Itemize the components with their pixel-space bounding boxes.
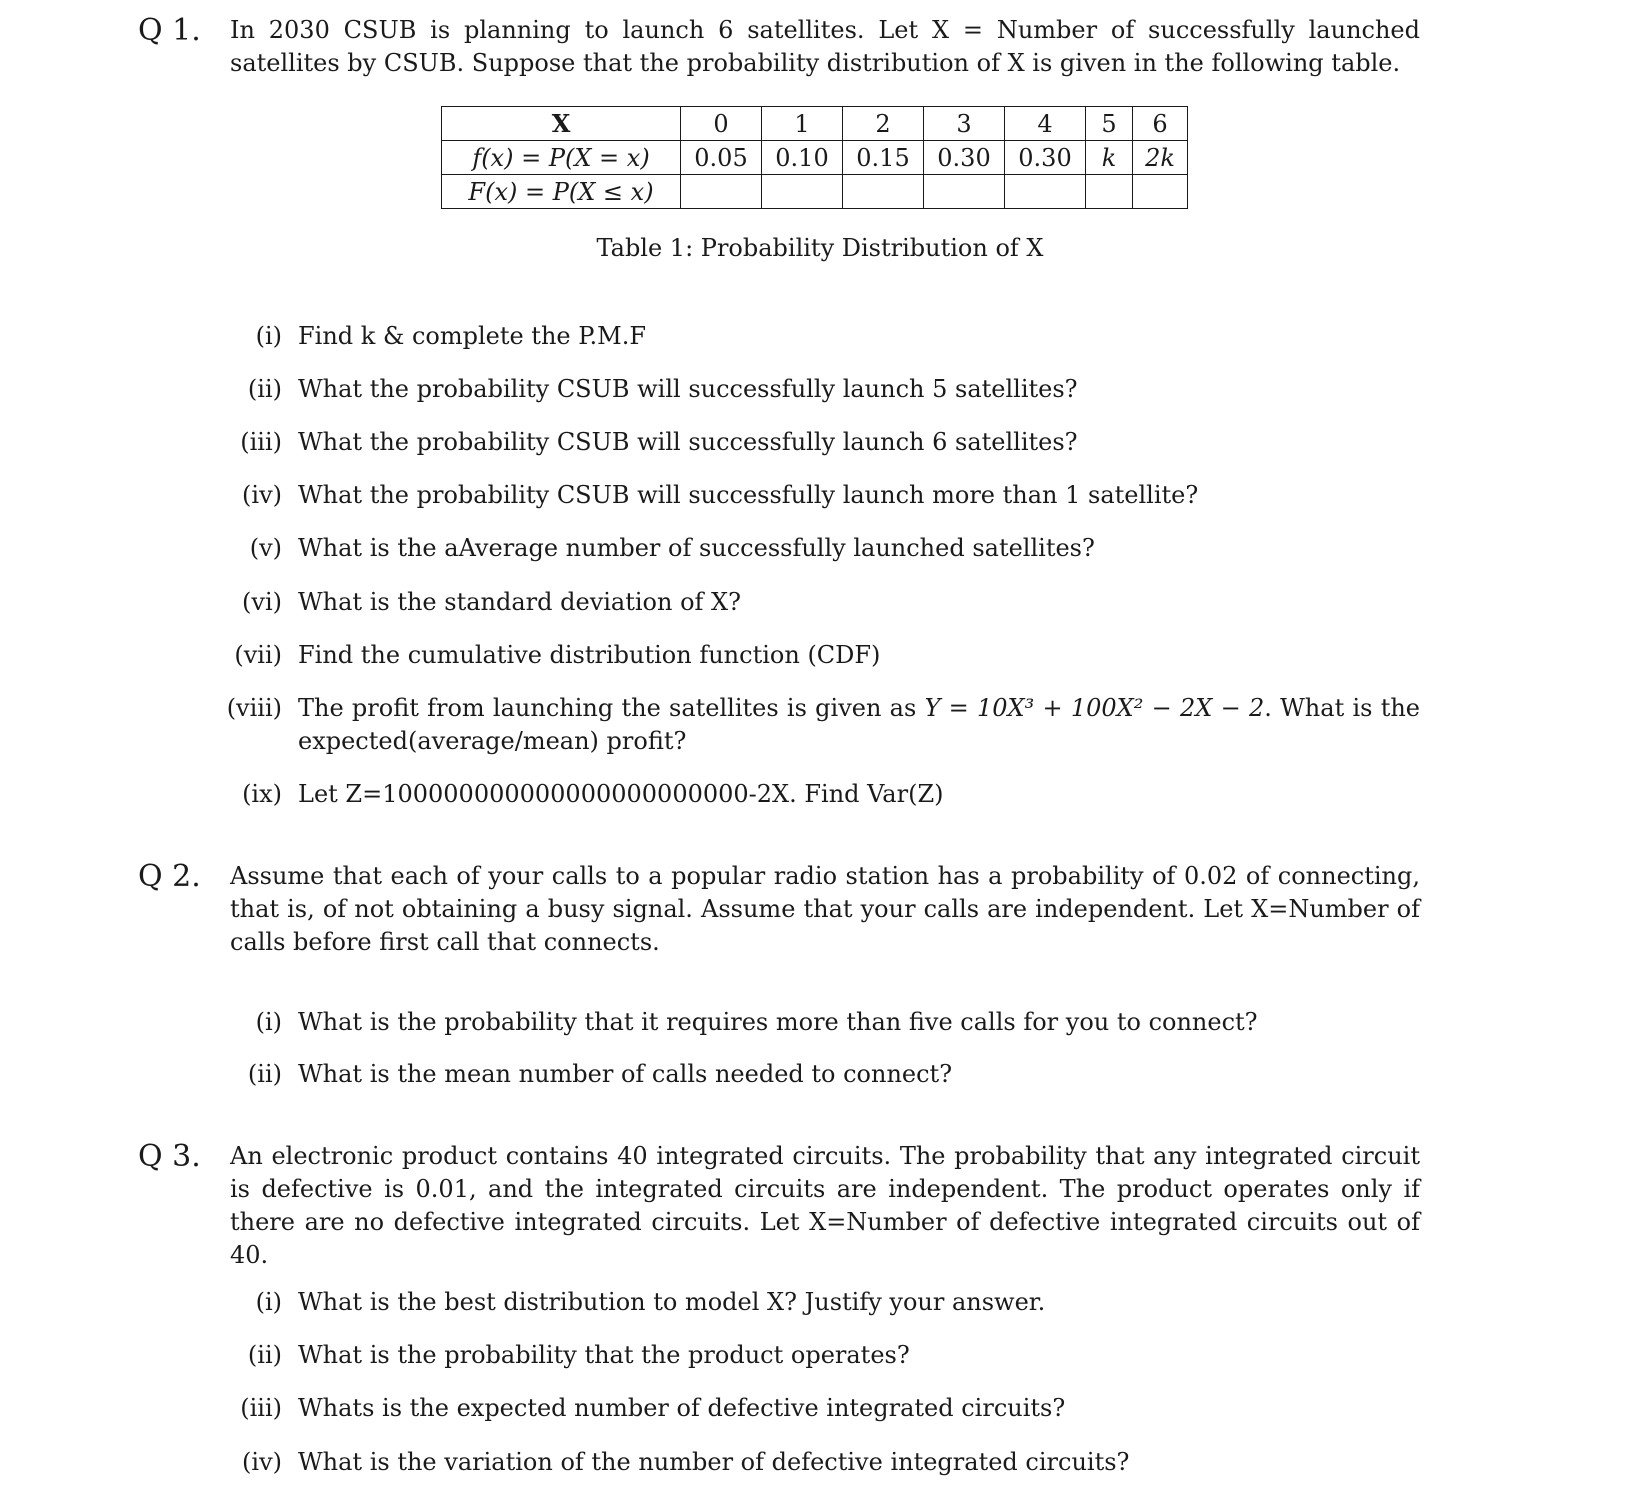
table-row-x <box>442 107 1188 141</box>
list-item <box>138 586 1420 619</box>
question-1 <box>138 14 1420 80</box>
table-header-cdf: F(x) = P(X ≤ x) <box>442 175 681 209</box>
item-label: (viii) <box>226 694 282 722</box>
list-item <box>138 532 1420 565</box>
item-label: (i) <box>255 1008 282 1036</box>
item-text: Find k & complete the P.M.F <box>298 322 647 350</box>
question-3-number: Q 3. <box>138 1139 201 1174</box>
list-item <box>138 320 1420 353</box>
item-text: What is the variation of the number of defective integrated circuits? <box>298 1448 1130 1476</box>
item-label: (ii) <box>247 375 282 403</box>
item-text: Whats is the expected number of defective integrated circuits? <box>298 1394 1066 1422</box>
pmf-value-5: k <box>1086 141 1133 175</box>
profit-formula: Y = 10X³ + 100X² − 2X − 2 <box>924 694 1265 722</box>
table-row-pmf <box>442 141 1188 175</box>
question-2-number: Q 2. <box>138 859 201 894</box>
item-text: The profit from launching the satellites is given as Y = 10X³ + 100X² − 2X − 2. What is the expected(average/mean) profit? <box>298 694 1421 755</box>
item-label: (iv) <box>242 1448 282 1476</box>
question-3-text: An electronic product contains 40 integrated circuits. The probability that any integrated circuit is defective is 0.01, and the integrated circuits are independent. The product operates only if there are no defective integrated circuits. Let X=Number of defective integrated circuits out of 40. <box>230 1142 1420 1269</box>
cdf-value-3 <box>924 175 1005 209</box>
question-3 <box>138 1140 1420 1272</box>
item-label: (iii) <box>240 428 282 456</box>
cdf-value-2 <box>843 175 924 209</box>
question-1-text: In 2030 CSUB is planning to launch 6 satellites. Let X = Number of successfully launched satellites by CSUB. Suppose that the probability distribution of X is given in the following table. <box>230 16 1420 77</box>
item-text: What is the mean number of calls needed to connect? <box>298 1060 953 1088</box>
table-caption: Table 1: Probability Distribution of X <box>596 234 1044 262</box>
item-text: What the probability CSUB will successfully launch 5 satellites? <box>298 375 1078 403</box>
item-label: (iii) <box>240 1394 282 1422</box>
item-label: (vi) <box>242 588 282 616</box>
item-text: What the probability CSUB will successfully launch 6 satellites? <box>298 428 1078 456</box>
list-item <box>138 1339 1420 1372</box>
item-text: Let Z=100000000000000000000000-2X. Find Var(Z) <box>298 780 944 808</box>
item-text: What is the aAverage number of successfully launched satellites? <box>298 534 1095 562</box>
question-1-number: Q 1. <box>138 13 201 48</box>
x-value-1: 1 <box>762 107 843 141</box>
list-item <box>138 479 1420 512</box>
list-item <box>138 1392 1420 1425</box>
pmf-value-0: 0.05 <box>681 141 762 175</box>
cdf-value-1 <box>762 175 843 209</box>
item-label: (ii) <box>247 1060 282 1088</box>
list-item <box>138 778 1420 811</box>
pmf-value-1: 0.10 <box>762 141 843 175</box>
list-item <box>138 373 1420 406</box>
item-text: What is the probability that it requires more than five calls for you to connect? <box>298 1008 1258 1036</box>
item-label: (ix) <box>242 780 282 808</box>
x-value-6: 6 <box>1133 107 1188 141</box>
x-value-5: 5 <box>1086 107 1133 141</box>
pmf-value-6: 2k <box>1133 141 1188 175</box>
item-text: What is the probability that the product operates? <box>298 1341 910 1369</box>
pmf-value-2: 0.15 <box>843 141 924 175</box>
item-text: What is the best distribution to model X? Justify your answer. <box>298 1288 1046 1316</box>
x-value-0: 0 <box>681 107 762 141</box>
pmf-value-3: 0.30 <box>924 141 1005 175</box>
item-label: (i) <box>255 1288 282 1316</box>
item-label: (vii) <box>234 641 282 669</box>
probability-distribution-table <box>441 106 1188 209</box>
item-text: Find the cumulative distribution function (CDF) <box>298 641 881 669</box>
cdf-value-5 <box>1086 175 1133 209</box>
cdf-value-6 <box>1133 175 1188 209</box>
list-item <box>138 1058 1420 1091</box>
list-item <box>138 1446 1420 1479</box>
item-label: (v) <box>249 534 282 562</box>
cdf-value-0 <box>681 175 762 209</box>
x-value-4: 4 <box>1005 107 1086 141</box>
pmf-value-4: 0.30 <box>1005 141 1086 175</box>
item-text: What the probability CSUB will successfully launch more than 1 satellite? <box>298 481 1199 509</box>
item-label: (iv) <box>242 481 282 509</box>
list-item <box>138 426 1420 459</box>
list-item <box>138 1286 1420 1319</box>
item-label: (ii) <box>247 1341 282 1369</box>
table-header-pmf: f(x) = P(X = x) <box>442 141 681 175</box>
list-item <box>138 639 1420 672</box>
list-item <box>138 692 1420 758</box>
table-row-cdf <box>442 175 1188 209</box>
cdf-value-4 <box>1005 175 1086 209</box>
list-item <box>138 1006 1420 1039</box>
table-header-x: X <box>442 107 681 141</box>
x-value-2: 2 <box>843 107 924 141</box>
item-text: What is the standard deviation of X? <box>298 588 742 616</box>
item-label: (i) <box>255 322 282 350</box>
question-2 <box>138 860 1420 959</box>
x-value-3: 3 <box>924 107 1005 141</box>
question-2-text: Assume that each of your calls to a popular radio station has a probability of 0.02 of connecting, that is, of not obtaining a busy signal. Assume that your calls are independent. Let X=Number of calls before first call that connects. <box>230 862 1420 956</box>
